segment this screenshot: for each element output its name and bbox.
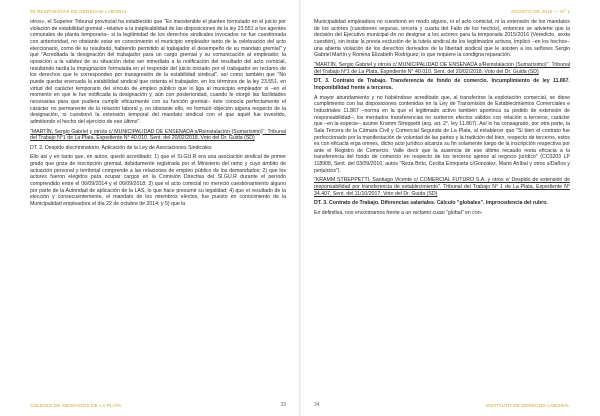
paragraph: otros», el Superior Tribunal provincial ha establecido que "Es insostenible el planteo formulado en el juicio por violación de estabilidad gremial –relativo a la inaplicabilidad de las disposiciones de la ley 23.551 a los agentes comunales de planta temporaria– si la legitimidad de los derechos sindicales invocados no fue cuestionada con anterioridad, no obstante estar en conocimiento el municipio empleador tanto de la celebración del acto eleccionario, como de su resultado, habiendo permitido al trabajador el desempeño de su mandato gremial" y que "Acreditada la designación del trabajador para un cargo gremial y su comunicación al empleador, la oposición a la validez de su situación debe ser inmediata a la notificación del resultado del acto comicial, resultando tardía la impugnación formulada en el responde del juicio iniciado por el trabajador en reclamo de los derechos que le corresponden por transgresión de la estabilidad sindical", así como también que "No puede quedar enervada la estabilidad sindical que ostenta el trabajador, en los términos de la ley 23.551, en virtud del carácter temporario del vínculo de empleo público que lo liga al municipio empleador si –en el momento en que le fue notificada la designación y, aún con posterioridad, cuando le otorgó las facilidades necesarias para que pudiera cumplir eficazmente con su función gremial– éste conocía perfectamente el carácter no permanente de la relación laboral y, no obstante ello, no formuló objeción alguna respecto de la designación, ni cuestionó la extensión temporal del mandato sindical con el que aquél fue investido, admitiendo el hecho del ejercicio de ese último". bbox=[30, 19, 286, 125]
paragraph: A mayor abundamiento y no habiéndose acreditado que, al transferirse la explotación comercial, se diese cumplimiento con las disposiciones contenidas en la Ley de Transmisión de Establecimientos Comerciales e Industriales 11.867 –norma en la que el legitimado activo también apontoca su pedido de extensión de responsabilidad–, los mentados transferencias no surtieron efectos válidos con relación a terceros, carácter que –en la especie– asume Kramm Streppetti (arg. art. 2°, ley 11.867). Así lo ha consagrado, por otra parte, la Sala Tercera de la Cámara Civil y Comercial Segunda de La Plata, al establecer que "Si bien el contrato fue perfeccionado por la manifestación de voluntad de las partes y la tradición del bien, respecto de terceros, estos es con eficacia erga omnes, dicho acto jurídico alcanza su fin solamente luego de la inscripción respectiva por ante el Registro de Comercio. Valle decir que la ausencia de ese último recaudo resta eficacia a la transferencia del fondo de comercio en respecto de los terceros ajenos al negocio jurídico" (CC0203 LP 118908, Sent. del 03/09/2016, autos "Reza Brito, Cecilia Enriqueta c/González, Mario Aníbal y otros s/Daños y perjuicios"). bbox=[314, 94, 570, 174]
citation: "KRAMM STREPPETTI, Santiago Vicente c/ COMERCIAL FUTURO S.A. y otros s/ Despido de extensión de responsabilidad por transferencia de establecimiento". Tribunal del Trabajo N° 1 de La Plata, Expediente N° 34.407, Sent. del 11/10/2017. Voto del Dr. Guida (SD) bbox=[314, 177, 570, 197]
section-heading bbox=[314, 78, 570, 91]
running-head-right: AGOSTO DE 2019 — Nº 1 bbox=[511, 9, 570, 14]
right-page-body bbox=[314, 19, 570, 396]
footer-right: INSTITUTO DE DERECHO LABORAL bbox=[485, 403, 570, 408]
section-heading-text: DT. 3. Contrato de Trabajo. Diferencias salariales. Cálculo "globales". Improcedencia del rubro. bbox=[314, 200, 548, 207]
running-head-left: 30 RESPUESTAS DE DERECHO LABORAL bbox=[30, 9, 128, 14]
section-heading: DT. 2. Despido discriminatorio. Aplicación de la Ley de Asociaciones Sindicales bbox=[30, 144, 212, 151]
page-number-left: 33 bbox=[280, 402, 286, 408]
citation: "MARTÍN, Sergio Gabriel y otro/a c/ MUNICIPALIDAD DE ENSENADA s/Reinstalación (Sumarísimo)". Tribunal del Trabajo N°1 de La Plata, Expediente N° 40.010. Sent. del 20/02/2018. Voto del Dr. Guida (SD) bbox=[314, 61, 570, 75]
paragraph: Municipalidad empleadora no cuestionó en modo alguno, ni el acto comicial, ni la extensión de los mandatos de los actores (cuestiones seguras, tercera y cuarta del Fallo de los hechos), entonces se advierte que la decisión del Ejecutivo municipal de no designar a los actores para la temporada 2015/2016 (Veredicto, sexta cuestión), sin instar la previa exclusión de la tutela sindical de los legitimados activos, implicó –en los hechos– una abierta violación de los derechos derivados de la libertad sindical que le asisten a los señores Sergio Gabriel Martín y Romina Elizabeth Rodríguez; lo que requiere la condigna reparación. bbox=[314, 19, 570, 59]
section-heading bbox=[314, 200, 570, 207]
citation: "MARTÍN, Sergio Gabriel y otro/a c/ MUNICIPALIDAD DE ENSENADA s/Reinstalación (Sumarísimo)". Tribunal del Trabajo N°1 de La Plata, Expediente N° 40.010. Sent. del 20/02/2018. Voto del Dr. Guida (SD) bbox=[30, 128, 286, 142]
right-page bbox=[300, 0, 600, 416]
paragraph: Ello así y en tanto que, en autos, quedó acreditado: 1) que el SI.GU.R era una asociación sindical de primer grado que goza de inscripción gremial, debidamente registrada por el Ministerio del ramo y cuyo ámbito de actuación personal y territorial comprende a las relaciones de empleo público de los demandados; 2) que los actores fueron elegidos para ocupar cargos en la Comisión Directiva del SI.GU.R durante el período comprendido entre el 06/09/2014 y el 06/09/2018; 3) que el acto comicial no mereció cuestionamiento alguno por parte de la Autoridad de aplicación de la LAS, lo que hace presumir su legalidad; 4) que el resultado de la elección y consecuentemente, el mandato de los miembros electos, fue puesto en conocimiento de la Municipalidad empleadora el día 22 de octubre de 2014; y 5) que la bbox=[30, 154, 286, 208]
page-number-right: 34 bbox=[314, 402, 320, 408]
section-heading-text: DT. 3. Contrato de Trabajo. Transferencia de fondo de comercio. Incumplimiento de ley 11.867. Inoponibilidad frente a terceros. bbox=[314, 78, 570, 91]
left-page-body bbox=[30, 19, 286, 396]
paragraph: En definitiva, nos encontramos frente a un reclamo cuasi "global" en con- bbox=[314, 210, 483, 217]
footer-left: COLEGIO DE ABOGADOS DE LA PLATA bbox=[30, 403, 122, 408]
